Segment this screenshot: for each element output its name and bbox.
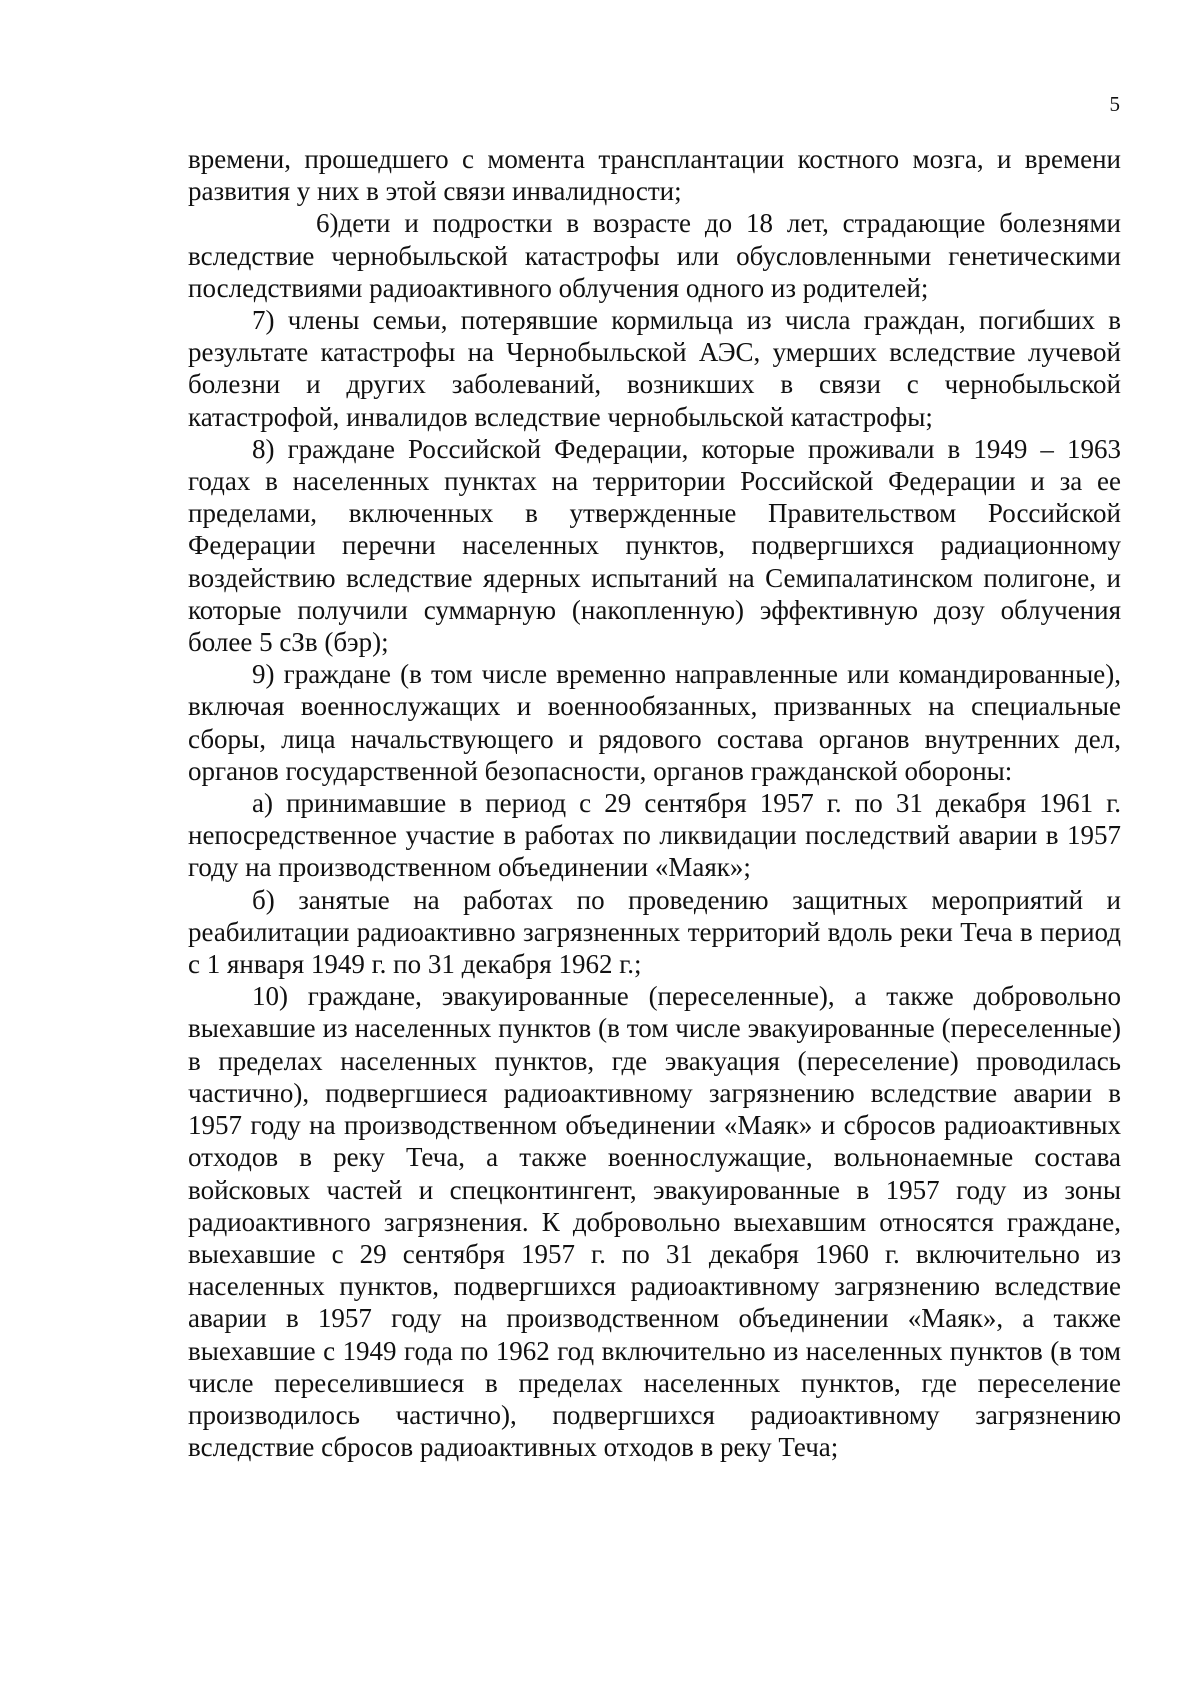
paragraph-item-7: 7) члены семьи, потерявшие кормильца из числа граждан, погибших в результате катастрофы на Чернобыльской АЭС, умерших вследствие лучевой болезни и других заболеваний, возникших в связи с чернобыльской катастрофой, инвалидов вследствие чернобыльской катастрофы;	[188, 305, 1121, 432]
page-number: 5	[1109, 92, 1120, 116]
paragraph-item-10: 10) граждане, эвакуированные (переселенные), а также добровольно выехавшие из населенных пунктов (в том числе эвакуированные (переселенные) в пределах населенных пунктов, где эвакуация (переселение) проводилась частично), подвергшиеся радиоактивному загрязнению вследствие аварии в 1957 году на производственном объединении «Маяк» и сбросов радиоактивных отходов в реку Теча, а также военнослужащие, вольнонаемные состава войсковых частей и спецконтингент, эвакуированные в 1957 году из зоны радиоактивного загрязнения. К добровольно выехавшим относятся граждане, выехавшие с 29 сентября 1957 г. по 31 декабря 1960 г. включительно из населенных пунктов, подвергшихся радиоактивному загрязнению вследствие аварии в 1957 году на производственном объединении «Маяк», а также выехавшие с 1949 года по 1962 год включительно из населенных пунктов (в том числе переселившиеся в пределах населенных пунктов, где переселение производилось частично), подвергшихся радиоактивному загрязнению вследствие сбросов радиоактивных отходов в реку Теча;	[188, 981, 1121, 1463]
paragraph-item-9a: а) принимавшие в период с 29 сентября 1957 г. по 31 декабря 1961 г. непосредственное участие в работах по ликвидации последствий аварии в 1957 году на производственном объединении «Маяк»;	[188, 788, 1121, 883]
paragraph-item-9: 9) граждане (в том числе временно направленные или командированные), включая военнослужащих и военнообязанных, призванных на специальные сборы, лица начальствующего и рядового состава органов внутренних дел, органов государственной безопасности, органов гражданской обороны:	[188, 659, 1121, 786]
paragraph-item-6	[188, 207, 1121, 304]
paragraph-item-8: 8) граждане Российской Федерации, которые проживали в 1949 – 1963 годах в населенных пунктах на территории Российской Федерации и за ее пределами, включенных в утвержденные Правительством Российской Федерации перечни населенных пунктов, подвергшихся радиационному воздействию вследствие ядерных испытаний на Семипалатинском полигоне, и которые получили суммарную (накопленную) эффективную дозу облучения более 5 сЗв (бэр);	[188, 433, 1121, 658]
item-6-label: 6)	[316, 208, 339, 239]
paragraph-item-9b: б) занятые на работах по проведению защитных мероприятий и реабилитации радиоактивно загрязненных территорий вдоль реки Теча в период с 1 января 1949 г. по 31 декабря 1962 г.;	[188, 884, 1121, 980]
document-body	[188, 143, 1121, 1463]
paragraph-continuation: времени, прошедшего с момента трансплантации костного мозга, и времени развития у них в этой связи инвалидности;	[188, 144, 1121, 207]
item-6-text: дети и подростки в возрасте до 18 лет, страдающие болезнями вследствие чернобыльской катастрофы или обусловленными генетическими последствиями радиоактивного облучения одного из родителей;	[188, 208, 1121, 303]
